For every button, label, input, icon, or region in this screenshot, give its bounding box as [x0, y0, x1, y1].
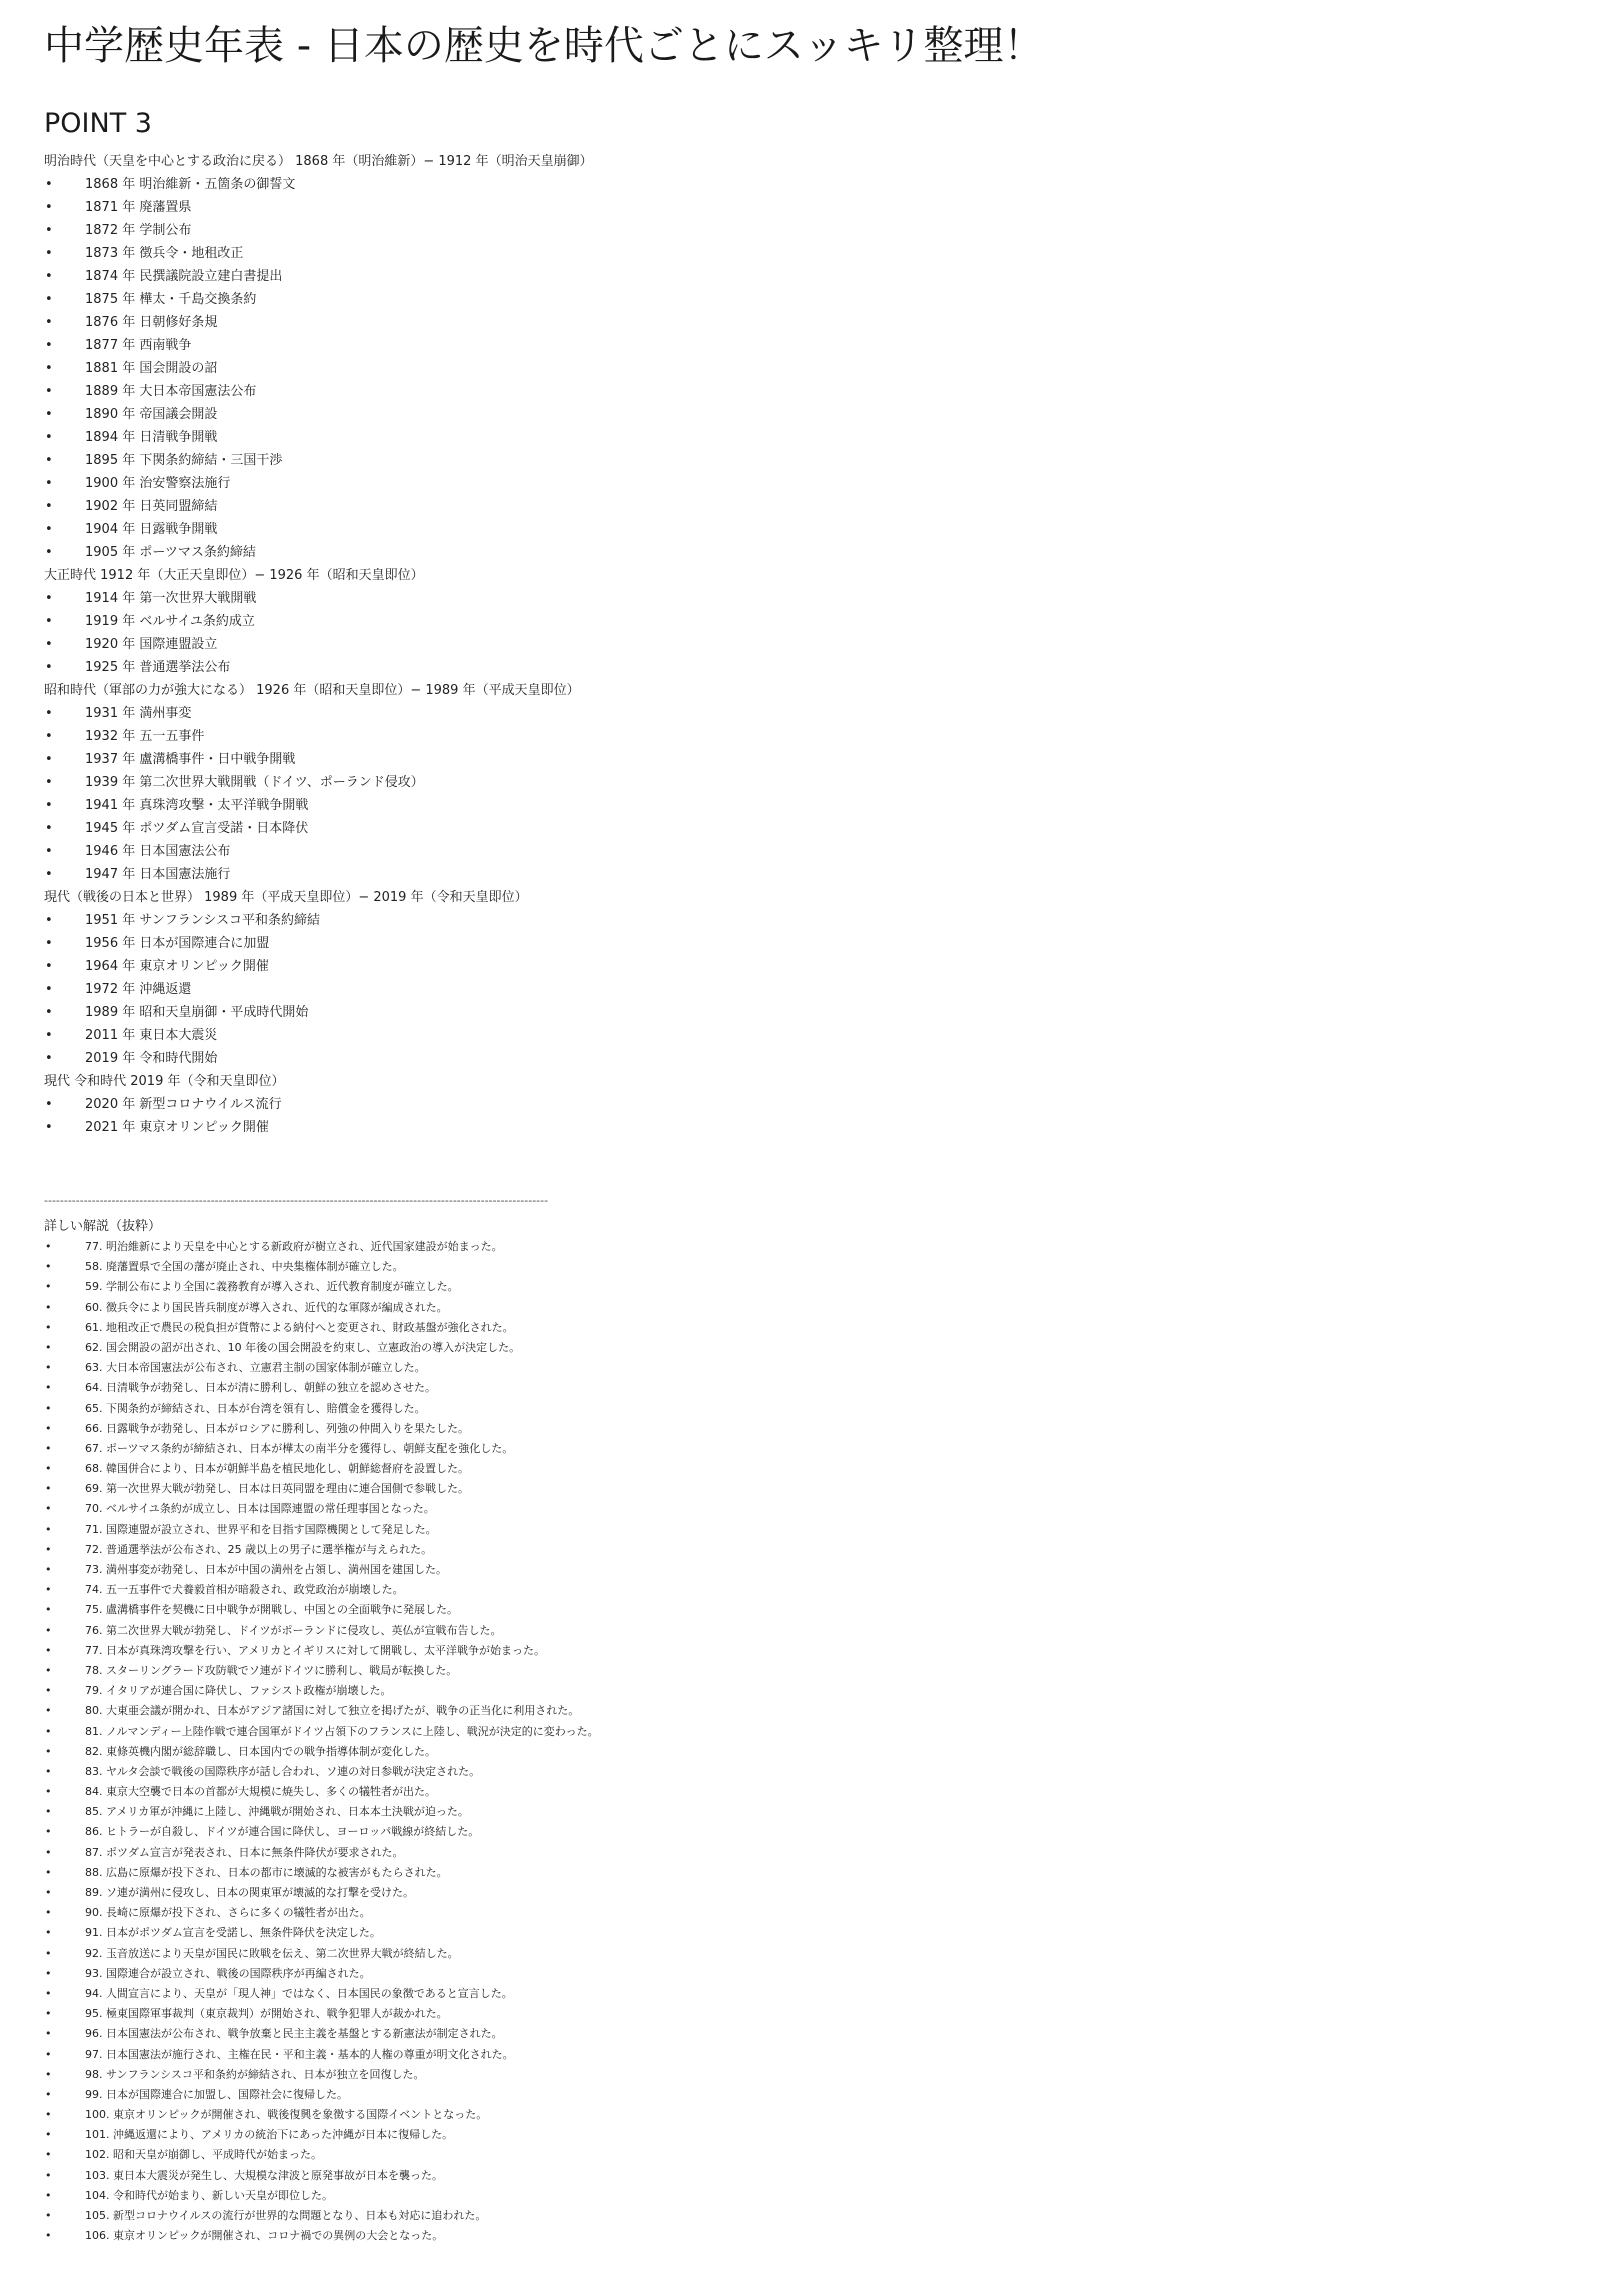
bullet-icon: • [45, 1097, 53, 1112]
bullet-icon: • [45, 1906, 52, 1920]
detail-item-text: 86. ヒトラーが自殺し、ドイツが連合国に降伏し、ヨーロッパ戦線が終結した。 [85, 1825, 480, 1839]
detail-item-text: 95. 極東国際軍事裁判（東京裁判）が開始され、戦争犯罪人が裁かれた。 [85, 2007, 448, 2021]
timeline-item [44, 541, 1564, 564]
bullet-icon: • [45, 292, 53, 307]
bullet-icon: • [45, 499, 53, 514]
detail-item-text: 63. 大日本帝国憲法が公布され、立憲君主制の国家体制が確立した。 [85, 1361, 426, 1375]
detail-item-text: 72. 普通選挙法が公布され、25 歳以上の男子に選挙権が与えられた。 [85, 1542, 433, 1556]
bullet-icon: • [45, 1966, 52, 1980]
detail-item [44, 2226, 1564, 2246]
timeline-item [44, 265, 1564, 288]
detail-item-text: 102. 昭和天皇が崩御し、平成時代が始まった。 [85, 2148, 322, 2162]
bullet-icon: • [45, 2209, 52, 2222]
timeline-item [44, 610, 1564, 633]
timeline-item [44, 725, 1564, 748]
timeline-item-text: 1989 年 昭和天皇崩御・平成時代開始 [85, 1005, 309, 1020]
bullet-icon: • [45, 2168, 52, 2182]
bullet-icon: • [45, 315, 53, 330]
bullet-icon: • [45, 1663, 52, 1677]
detail-item-text: 73. 満州事変が勃発し、日本が中国の満州を占領し、満州国を建国した。 [85, 1563, 447, 1576]
bullet-icon: • [45, 1724, 52, 1738]
timeline-item [44, 771, 1564, 794]
bullet-icon: • [45, 407, 53, 422]
detail-item-text: 69. 第一次世界大戦が勃発し、日本は日英同盟を理由に連合国側で参戦した。 [85, 1482, 469, 1496]
detail-item [44, 1580, 1564, 1600]
bullet-icon: • [45, 1744, 52, 1758]
bullet-icon: • [45, 591, 53, 606]
era-heading: 明治時代（天皇を中心とする政治に戻る） 1868 年（明治維新）− 1912 年（明治天皇崩御） [44, 154, 593, 169]
timeline-item-text: 2019 年 令和時代開始 [85, 1051, 218, 1066]
bullet-icon: • [45, 1886, 52, 1899]
bullet-icon: • [45, 1502, 52, 1516]
detail-item [44, 1984, 1564, 2004]
bullet-icon: • [45, 1300, 52, 1314]
timeline-item-text: 1868 年 明治維新・五箇条の御誓文 [85, 177, 296, 192]
detail-item [44, 1762, 1564, 1782]
bullet-icon: • [45, 821, 53, 836]
bullet-icon: • [45, 1340, 52, 1354]
detail-item [44, 2085, 1564, 2105]
detail-item [44, 1560, 1564, 1580]
detail-item [44, 1903, 1564, 1923]
bullet-icon: • [45, 982, 53, 997]
timeline-item-text: 2020 年 新型コロナウイルス流行 [85, 1097, 282, 1112]
detail-item-text: 70. ベルサイユ条約が成立し、日本は国際連盟の常任理事国となった。 [85, 1502, 435, 1516]
point-heading: POINT 3 [44, 108, 152, 139]
detail-item [44, 1358, 1564, 1378]
detail-item [44, 1863, 1564, 1883]
timeline-item-text: 1925 年 普通選挙法公布 [85, 660, 231, 675]
bullet-icon: • [45, 2087, 52, 2101]
timeline-item-text: 1946 年 日本国憲法公布 [85, 844, 231, 859]
detail-item [44, 2024, 1564, 2044]
detail-item-text: 96. 日本国憲法が公布され、戦争放棄と民主主義を基盤とする新憲法が制定された。 [85, 2027, 503, 2041]
detail-item [44, 1338, 1564, 1358]
detail-item [44, 1378, 1564, 1398]
bullet-icon: • [45, 729, 53, 744]
timeline-item-text: 1951 年 サンフランシスコ平和条約締結 [85, 913, 320, 928]
detail-item [44, 1822, 1564, 1842]
bullet-icon: • [45, 959, 53, 974]
detail-item-text: 64. 日清戦争が勃発し、日本が清に勝利し、朝鮮の独立を認めさせた。 [85, 1381, 436, 1395]
detail-item [44, 1843, 1564, 1863]
bullet-icon: • [45, 1946, 52, 1960]
timeline-item-text: 2021 年 東京オリンピック開催 [85, 1120, 269, 1135]
detail-item [44, 1540, 1564, 1560]
bullet-icon: • [45, 752, 53, 767]
detail-item-text: 58. 廃藩置県で全国の藩が廃止され、中央集権体制が確立した。 [85, 1260, 404, 1274]
bullet-icon: • [45, 1542, 52, 1556]
bullet-icon: • [45, 775, 53, 790]
detail-item [44, 2105, 1564, 2125]
detail-item-text: 106. 東京オリンピックが開催され、コロナ禍での異例の大会となった。 [85, 2229, 444, 2243]
bullet-icon: • [45, 1603, 52, 1617]
bullet-icon: • [45, 1482, 52, 1496]
detail-item-text: 103. 東日本大震災が発生し、大規模な津波と原発事故が日本を襲った。 [85, 2168, 443, 2182]
timeline-item [44, 403, 1564, 426]
bullet-icon: • [45, 1764, 52, 1778]
detail-item-text: 87. ポツダム宣言が発表され、日本に無条件降伏が要求された。 [85, 1845, 404, 1859]
detail-item [44, 1237, 1564, 1257]
bullet-icon: • [45, 1401, 52, 1415]
detail-item [44, 1701, 1564, 1721]
detail-item-text: 75. 盧溝橋事件を契機に日中戦争が開戦し、中国との全面戦争に発展した。 [85, 1603, 458, 1617]
detail-item [44, 1439, 1564, 1459]
timeline-item-text: 1964 年 東京オリンピック開催 [85, 959, 269, 974]
bullet-icon: • [45, 476, 53, 491]
timeline-item-text: 1890 年 帝国議会開設 [85, 407, 218, 422]
bullet-icon: • [45, 2027, 52, 2041]
detail-item-text: 99. 日本が国際連合に加盟し、国際社会に復帰した。 [85, 2087, 348, 2101]
bullet-icon: • [45, 2229, 52, 2243]
timeline-item [44, 587, 1564, 610]
detail-item-text: 98. サンフランシスコ平和条約が締結され、日本が独立を回復した。 [85, 2067, 425, 2081]
timeline-item-text: 1905 年 ポーツマス条約締結 [85, 545, 256, 560]
timeline-item-text: 1872 年 学制公布 [85, 223, 192, 238]
era-heading: 大正時代 1912 年（大正天皇即位）− 1926 年（昭和天皇即位） [44, 568, 424, 583]
detail-item-text: 79. イタリアが連合国に降伏し、ファシスト政権が崩壊した。 [85, 1684, 392, 1698]
bullet-icon: • [45, 522, 53, 537]
timeline-item-text: 1931 年 満州事変 [85, 706, 192, 721]
timeline-item [44, 334, 1564, 357]
timeline-item-text: 1956 年 日本が国際連合に加盟 [85, 936, 270, 951]
detail-item-text: 60. 徴兵令により国民皆兵制度が導入され、近代的な軍隊が編成された。 [85, 1300, 448, 1314]
timeline-item [44, 794, 1564, 817]
timeline-item [44, 978, 1564, 1001]
bullet-icon: • [45, 1583, 52, 1597]
detail-item-text: 101. 沖縄返還により、アメリカの統治下にあった沖縄が日本に復帰した。 [85, 2128, 454, 2142]
bullet-icon: • [45, 913, 53, 928]
bullet-icon: • [45, 1120, 53, 1135]
timeline-item-text: 1947 年 日本国憲法施行 [85, 867, 231, 882]
bullet-icon: • [45, 1865, 52, 1879]
details-title: 詳しい解説（抜粋） [44, 1219, 162, 1234]
bullet-icon: • [45, 867, 53, 882]
timeline-item [44, 219, 1564, 242]
timeline-item-text: 1900 年 治安警察法施行 [85, 476, 231, 491]
bullet-icon: • [45, 1785, 52, 1799]
timeline-item-text: 1875 年 樺太・千島交換条約 [85, 292, 257, 307]
bullet-icon: • [45, 430, 53, 445]
timeline-item [44, 633, 1564, 656]
timeline-item [44, 1116, 1564, 1139]
detail-item-text: 104. 令和時代が始まり、新しい天皇が即位した。 [85, 2188, 333, 2202]
timeline-item-text: 1876 年 日朝修好条規 [85, 315, 218, 330]
timeline-item [44, 426, 1564, 449]
bullet-icon: • [45, 1462, 52, 1476]
detail-item [44, 1600, 1564, 1620]
era-heading: 昭和時代（軍部の力が強大になる） 1926 年（昭和天皇即位）− 1989 年（平成天皇即位） [44, 683, 580, 698]
detail-item [44, 1459, 1564, 1479]
bullet-icon: • [45, 2148, 52, 2162]
detail-item-text: 59. 学制公布により全国に義務教育が導入され、近代教育制度が確立した。 [85, 1280, 459, 1294]
bullet-icon: • [45, 1522, 52, 1536]
timeline-item [44, 656, 1564, 679]
detail-item [44, 2065, 1564, 2085]
bullet-icon: • [45, 1563, 52, 1576]
timeline-item [44, 311, 1564, 334]
bullet-icon: • [45, 1825, 52, 1839]
timeline-item-text: 1932 年 五一五事件 [85, 729, 205, 744]
bullet-icon: • [45, 1028, 53, 1043]
bullet-icon: • [45, 1986, 52, 2000]
detail-item [44, 1742, 1564, 1762]
bullet-icon: • [45, 1381, 52, 1395]
bullet-icon: • [45, 2108, 52, 2122]
detail-item [44, 1923, 1564, 1943]
detail-item [44, 2166, 1564, 2186]
timeline-item [44, 1001, 1564, 1024]
timeline-item-text: 1902 年 日英同盟締結 [85, 499, 218, 514]
bullet-icon: • [45, 1643, 52, 1657]
detail-item-text: 84. 東京大空襲で日本の首都が大規模に焼失し、多くの犠牲者が出た。 [85, 1785, 436, 1799]
timeline-item-text: 1919 年 ベルサイユ条約成立 [85, 614, 255, 629]
detail-item-text: 66. 日露戦争が勃発し、日本がロシアに勝利し、列強の仲間入りを果たした。 [85, 1421, 469, 1435]
timeline-item [44, 932, 1564, 955]
bullet-icon: • [45, 1704, 52, 1718]
detail-item-text: 83. ヤルタ会談で戦後の国際秩序が話し合われ、ソ連の対日参戦が決定された。 [85, 1764, 481, 1778]
timeline-item-text: 1881 年 国会開設の詔 [85, 361, 218, 376]
spacer [44, 1139, 1564, 1193]
timeline-item [44, 748, 1564, 771]
detail-item-text: 90. 長崎に原爆が投下され、さらに多くの犠牲者が出た。 [85, 1906, 371, 1920]
bullet-icon: • [45, 269, 53, 284]
bullet-icon: • [45, 2067, 52, 2081]
bullet-icon: • [45, 1051, 53, 1066]
timeline-item-text: 1889 年 大日本帝国憲法公布 [85, 384, 257, 399]
detail-item [44, 1964, 1564, 1984]
divider-line: ------------------------------------------------------------------------------------------------------------------------------- [44, 1194, 549, 1207]
details-list [44, 1237, 1564, 2246]
detail-item [44, 1298, 1564, 1318]
detail-item-text: 105. 新型コロナウイルスの流行が世界的な問題となり、日本も対応に追われた。 [85, 2209, 487, 2222]
bullet-icon: • [45, 1623, 52, 1637]
bullet-icon: • [45, 1320, 52, 1334]
bullet-icon: • [45, 1926, 52, 1940]
timeline-item [44, 909, 1564, 932]
detail-item-text: 82. 東條英機内閣が総辞職し、日本国内での戦争指導体制が変化した。 [85, 1744, 436, 1758]
detail-item [44, 2045, 1564, 2065]
timeline-item-text: 1895 年 下関条約締結・三国干渉 [85, 453, 283, 468]
timeline-item [44, 380, 1564, 403]
detail-item [44, 1722, 1564, 1742]
timeline-item-text: 1904 年 日露戦争開戦 [85, 522, 218, 537]
bullet-icon: • [45, 453, 53, 468]
bullet-icon: • [45, 200, 53, 215]
bullet-icon: • [45, 936, 53, 951]
timeline-item-text: 1941 年 真珠湾攻撃・太平洋戦争開戦 [85, 798, 309, 813]
detail-item [44, 1318, 1564, 1338]
detail-item [44, 1399, 1564, 1419]
timeline-item [44, 955, 1564, 978]
detail-item [44, 1277, 1564, 1297]
detail-item-text: 77. 明治維新により天皇を中心とする新政府が樹立され、近代国家建設が始まった。 [85, 1240, 503, 1253]
timeline-item [44, 288, 1564, 311]
timeline-item-text: 1945 年 ポツダム宣言受諾・日本降伏 [85, 821, 309, 836]
era-heading: 現代 令和時代 2019 年（令和天皇即位） [44, 1074, 285, 1089]
detail-item-text: 80. 大東亜会議が開かれ、日本がアジア諸国に対して独立を掲げたが、戦争の正当化に利用された。 [85, 1704, 580, 1718]
timeline-item [44, 449, 1564, 472]
timeline-item-text: 1972 年 沖縄返還 [85, 982, 192, 997]
timeline-item [44, 173, 1564, 196]
timeline-item-text: 1937 年 盧溝橋事件・日中戦争開戦 [85, 752, 296, 767]
detail-item-text: 65. 下関条約が締結され、日本が台湾を領有し、賠償金を獲得した。 [85, 1401, 426, 1415]
timeline-item [44, 196, 1564, 219]
detail-item [44, 2206, 1564, 2226]
detail-item-text: 81. ノルマンディー上陸作戦で連合国軍がドイツ占領下のフランスに上陸し、戦況が決定的に変わった。 [85, 1724, 599, 1738]
detail-item [44, 1520, 1564, 1540]
timeline-item-text: 1873 年 徴兵令・地租改正 [85, 246, 244, 261]
detail-item-text: 74. 五一五事件で犬養毅首相が暗殺され、政党政治が崩壊した。 [85, 1583, 404, 1597]
bullet-icon: • [45, 1361, 52, 1375]
timeline-item [44, 840, 1564, 863]
detail-item [44, 1802, 1564, 1822]
bullet-icon: • [45, 1805, 52, 1819]
timeline-item [44, 357, 1564, 380]
detail-item [44, 1641, 1564, 1661]
bullet-icon: • [45, 1441, 52, 1455]
detail-item-text: 78. スターリングラード攻防戦でソ連がドイツに勝利し、戦局が転換した。 [85, 1663, 458, 1677]
timeline-item [44, 1024, 1564, 1047]
detail-item [44, 2186, 1564, 2206]
detail-item [44, 1681, 1564, 1701]
timeline-item [44, 472, 1564, 495]
detail-item-text: 91. 日本がポツダム宣言を受諾し、無条件降伏を決定した。 [85, 1926, 381, 1940]
timeline-item-text: 1871 年 廃藩置県 [85, 200, 192, 215]
detail-item [44, 1257, 1564, 1277]
detail-item-text: 88. 広島に原爆が投下され、日本の都市に壊滅的な被害がもたらされた。 [85, 1865, 448, 1879]
timeline-item [44, 242, 1564, 265]
timeline-item-text: 2011 年 東日本大震災 [85, 1028, 218, 1043]
detail-item-text: 67. ポーツマス条約が締結され、日本が樺太の南半分を獲得し、朝鮮支配を強化した。 [85, 1441, 514, 1455]
bullet-icon: • [45, 706, 53, 721]
detail-item-text: 61. 地租改正で農民の税負担が貨幣による納付へと変更され、財政基盤が強化された。 [85, 1320, 514, 1334]
timeline-item [44, 702, 1564, 725]
detail-item [44, 1499, 1564, 1519]
detail-item [44, 1782, 1564, 1802]
bullet-icon: • [45, 338, 53, 353]
detail-item [44, 1944, 1564, 1964]
page-title: 中学歴史年表 - 日本の歴史を時代ごとにスッキリ整理！ [44, 23, 1044, 69]
detail-item-text: 68. 韓国併合により、日本が朝鮮半島を植民地化し、朝鮮総督府を設置した。 [85, 1462, 469, 1476]
bullet-icon: • [45, 614, 53, 629]
bullet-icon: • [45, 1260, 52, 1274]
bullet-icon: • [45, 361, 53, 376]
detail-item-text: 97. 日本国憲法が施行され、主権在民・平和主義・基本的人権の尊重が明文化された。 [85, 2047, 514, 2061]
timeline-item-text: 1894 年 日清戦争開戦 [85, 430, 218, 445]
bullet-icon: • [45, 1240, 52, 1253]
detail-item [44, 1419, 1564, 1439]
bullet-icon: • [45, 798, 53, 813]
timeline-item [44, 495, 1564, 518]
detail-item-text: 85. アメリカ軍が沖縄に上陸し、沖縄戦が開始され、日本本土決戦が迫った。 [85, 1805, 469, 1819]
detail-item-text: 89. ソ連が満州に侵攻し、日本の関東軍が壊滅的な打撃を受けた。 [85, 1886, 414, 1899]
detail-item [44, 2145, 1564, 2165]
bullet-icon: • [45, 2188, 52, 2202]
timeline-item [44, 1093, 1564, 1116]
timeline-item-text: 1874 年 民撰議院設立建白書提出 [85, 269, 283, 284]
detail-item [44, 1661, 1564, 1681]
timeline-list [44, 150, 1564, 1139]
bullet-icon: • [45, 545, 53, 560]
detail-item-text: 92. 玉音放送により天皇が国民に敗戦を伝え、第二次世界大戦が終結した。 [85, 1946, 459, 1960]
detail-item-text: 76. 第二次世界大戦が勃発し、ドイツがポーランドに侵攻し、英仏が宣戦布告した。 [85, 1623, 502, 1637]
bullet-icon: • [45, 660, 53, 675]
bullet-icon: • [45, 2007, 52, 2021]
detail-item [44, 1479, 1564, 1499]
timeline-item [44, 518, 1564, 541]
detail-item [44, 1621, 1564, 1641]
bullet-icon: • [45, 844, 53, 859]
detail-item [44, 2004, 1564, 2024]
detail-item [44, 1883, 1564, 1903]
document-page [44, 18, 1564, 2246]
bullet-icon: • [45, 1421, 52, 1435]
detail-item-text: 93. 国際連合が設立され、戦後の国際秩序が再編された。 [85, 1966, 371, 1980]
bullet-icon: • [45, 637, 53, 652]
timeline-item [44, 1047, 1564, 1070]
detail-item-text: 94. 人間宣言により、天皇が「現人神」ではなく、日本国民の象徴であると宣言した。 [85, 1986, 513, 2000]
bullet-icon: • [45, 177, 53, 192]
bullet-icon: • [45, 384, 53, 399]
bullet-icon: • [45, 1845, 52, 1859]
era-heading: 現代（戦後の日本と世界） 1989 年（平成天皇即位）− 2019 年（令和天皇即位） [44, 890, 528, 905]
bullet-icon: • [45, 2128, 52, 2142]
bullet-icon: • [45, 1005, 53, 1020]
bullet-icon: • [45, 2047, 52, 2061]
timeline-item-text: 1914 年 第一次世界大戦開戦 [85, 591, 257, 606]
timeline-item-text: 1920 年 国際連盟設立 [85, 637, 218, 652]
timeline-item [44, 817, 1564, 840]
detail-item [44, 2125, 1564, 2145]
bullet-icon: • [45, 1684, 52, 1698]
timeline-item-text: 1939 年 第二次世界大戦開戦（ドイツ、ポーランド侵攻） [85, 775, 424, 790]
bullet-icon: • [45, 223, 53, 238]
timeline-item [44, 863, 1564, 886]
bullet-icon: • [45, 246, 53, 261]
detail-item-text: 71. 国際連盟が設立され、世界平和を目指す国際機関として発足した。 [85, 1522, 437, 1536]
detail-item-text: 77. 日本が真珠湾攻撃を行い、アメリカとイギリスに対して開戦し、太平洋戦争が始まった。 [85, 1643, 545, 1657]
timeline-item-text: 1877 年 西南戦争 [85, 338, 192, 353]
detail-item-text: 100. 東京オリンピックが開催され、戦後復興を象徴する国際イベントとなった。 [85, 2108, 488, 2122]
bullet-icon: • [45, 1280, 52, 1294]
detail-item-text: 62. 国会開設の詔が出され、10 年後の国会開設を約束し、立憲政治の導入が決定した。 [85, 1340, 521, 1354]
